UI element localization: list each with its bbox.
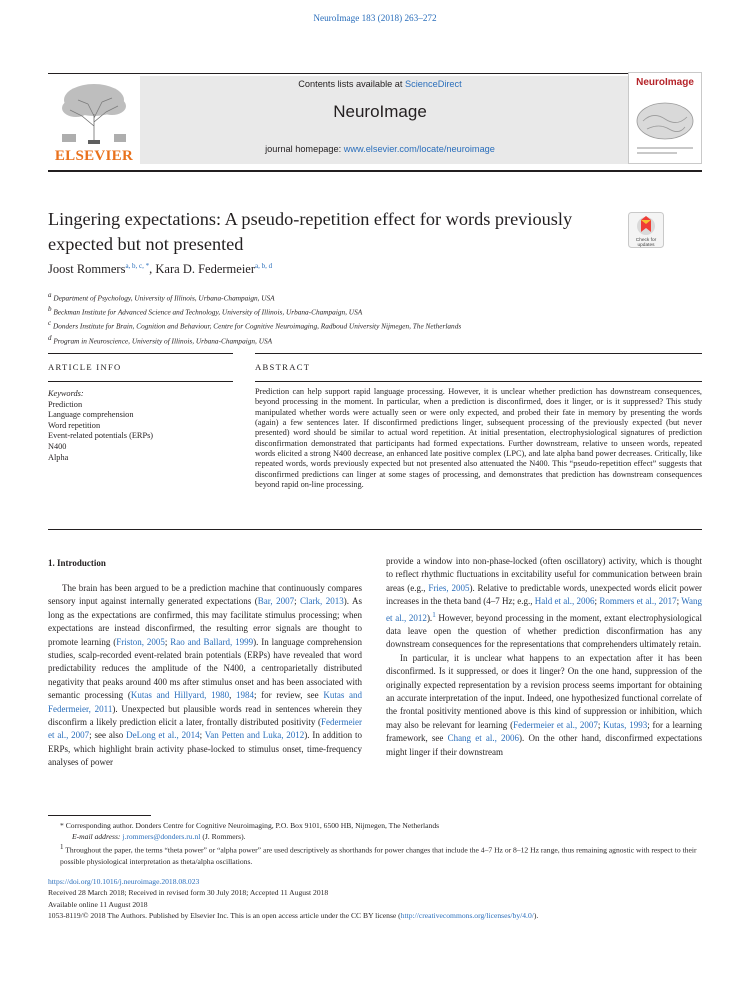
author-affiliation-marks[interactable]: a, b, c, *: [125, 262, 150, 270]
svg-text:Check for: Check for: [635, 238, 657, 243]
body-paragraph: provide a window into non-phase-locked (often oscillatory) activity, which is thought to reflect rhythmic fluctuations in excitability useful for communication between brain areas (e.g., Fries, 2005). Relative to predictable words, unexpected words elicit power increases in the theta band (4–7 Hz; e.g., Hald et al., 2006; Rommers et al., 2017; Wang et al., 2012).$^1$ However, beyond processing in the moment, extant electrophysiological data leave open the question of whether prediction disconfirmation has any downstream consequences for the representations that comprehenders ultimately retain.: [386, 556, 702, 650]
section-heading-introduction: 1. Introduction: [48, 558, 106, 568]
license-prefix: 1053-8119/© 2018 The Authors. Published by Elsevier Inc. This is an open access article under the CC BY license (: [48, 911, 401, 921]
email-suffix: (J. Rommers).: [200, 832, 246, 842]
abstract-rule: [255, 353, 702, 354]
cover-title: NeuroImage: [636, 77, 694, 88]
sciencedirect-link[interactable]: ScienceDirect: [405, 79, 462, 89]
author-separator: ,: [149, 262, 156, 277]
citation-link[interactable]: Chang et al., 2006: [447, 733, 520, 744]
affiliation-text: Beckman Institute for Advanced Science and Technology, University of Illinois, Urbana-Champaign, USA: [53, 307, 363, 317]
footnote-1: [48, 842, 702, 867]
citation-link[interactable]: Federmeier et al., 2007: [48, 717, 362, 741]
body-column-left: [48, 582, 362, 770]
crossmark-badge[interactable]: [628, 212, 664, 248]
keywords-block: [48, 389, 238, 463]
header-bottom-rule: [48, 170, 702, 172]
citation-link[interactable]: Kutas and Hillyard, 1980: [130, 690, 230, 701]
journal-name: NeuroImage: [333, 102, 427, 121]
abstract-heading: ABSTRACT: [255, 362, 311, 372]
elsevier-wordmark: ELSEVIER: [54, 148, 134, 164]
citation-link[interactable]: Rao and Ballard, 1999: [170, 636, 254, 647]
email-label: E-mail address:: [72, 832, 123, 842]
abstract-bottom-rule: [48, 529, 702, 530]
keyword: Word repetition: [48, 420, 101, 430]
article-info-heading: ARTICLE INFO: [48, 362, 122, 372]
article-info-rule: [48, 353, 233, 354]
license-suffix: ).: [533, 911, 539, 921]
license-line: [48, 910, 702, 921]
affiliation-item: [48, 304, 461, 318]
keyword: Language comprehension: [48, 410, 134, 420]
citation-link[interactable]: Federmeier et al., 2007: [513, 719, 598, 730]
footnote-ref[interactable]: 1: [432, 610, 436, 619]
keywords-label: Keywords:: [48, 389, 84, 398]
footnote-text: Throughout the paper, the terms “theta power” or “alpha power” are used descriptively as shorthands for power changes that include the 4–7 Hz or 8–12 Hz range, thus remaining agnostic with respect to their possible physiological interpretation as theta/alpha oscillations.: [60, 845, 697, 867]
footnote-mark: 1: [60, 843, 64, 852]
citation-link[interactable]: Wang et al., 2012: [386, 596, 702, 623]
body-paragraph: The brain has been argued to be a prediction machine that continuously compares sensory input against internally generated expectations (Bar, 2007; Clark, 2013). As long as the expectations are confirmed, this may facilitate stimulus processing; when expectations are instead disconfirmed, the resulting error signals are thought to promote learning (Friston, 2005; Rao and Ballard, 1999). In language comprehension studies, scalp-recorded event-related brain potentials (ERPs) have revealed that word predictability reduces the amplitude of the N400, a centroparietally distributed negativity that peaks around 400 ms after stimulus onset and has been associated with semantic processing (Kutas and Hillyard, 1980, 1984; for review, see Kutas and Federmeier, 2011). Unexpected but plausible words read in sentences wherein they disconfirm a likely prediction elicit a later, frontally distributed positivity (Federmeier et al., 2007; see also DeLong et al., 2014; Van Petten and Luka, 2012). In addition to ERPs, which highlight brain activity phase-locked to stimulus onset, time-frequency analyses of power: [48, 583, 363, 768]
affiliation-text: Program in Neuroscience, University of Illinois, Urbana-Champaign, USA: [53, 336, 273, 346]
received-dates: Received 28 March 2018; Received in revised form 30 July 2018; Accepted 11 August 2018: [48, 888, 329, 898]
header-top-rule: [48, 73, 702, 74]
affiliation-mark: c: [48, 319, 52, 328]
license-link[interactable]: http://creativecommons.org/licenses/by/4.0/: [400, 911, 534, 921]
keyword: N400: [48, 441, 67, 451]
citation-link[interactable]: Hald et al., 2006: [534, 596, 595, 607]
affiliation-mark: b: [48, 305, 52, 314]
affiliation-mark: d: [48, 333, 52, 342]
homepage-link[interactable]: www.elsevier.com/locate/neuroimage: [343, 144, 495, 154]
affiliation-item: [48, 290, 461, 304]
journal-header: [160, 76, 600, 154]
brain-icon: [629, 91, 701, 161]
keyword: Alpha: [48, 452, 69, 462]
citation-link[interactable]: Kutas, 1993: [603, 719, 648, 730]
citation-link[interactable]: Van Petten and Luka, 2012: [204, 730, 305, 741]
abstract-rule-lower: [255, 381, 702, 382]
article-title: [48, 207, 608, 257]
homepage-prefix: journal homepage:: [265, 144, 344, 154]
crossmark-icon: [628, 212, 664, 248]
doi-link[interactable]: https://doi.org/10.1016/j.neuroimage.2018.08.023: [48, 877, 200, 886]
affiliation-mark: a: [48, 291, 52, 299]
body-column-right: [386, 555, 702, 759]
article-title-line: Lingering expectations: A pseudo-repetition effect for words previously: [48, 209, 573, 229]
contents-prefix: Contents lists available at: [298, 79, 406, 89]
footnote-rule: [48, 815, 151, 816]
citation-link[interactable]: Rommers et al., 2017: [599, 596, 677, 607]
elsevier-logo[interactable]: [48, 76, 140, 164]
author-list: [48, 262, 272, 277]
affiliation-text: Donders Institute for Brain, Cognition and Behaviour, Centre for Cognitive Neuroimaging, Radboud University Nijmegen, The Netherlands: [52, 321, 462, 331]
footnote-mark: *: [60, 821, 64, 830]
affiliations: [48, 290, 461, 347]
citation-link[interactable]: Friston, 2005: [116, 636, 165, 647]
available-online: Available online 11 August 2018: [48, 899, 148, 909]
body-paragraph: In particular, it is unclear what happens to an expectation after it has been disconfirmed. Is it suppressed, or does it linger? On the one hand, suppression of the originally expected representation by a revision process seems important for obtaining an accurate interpretation of the input. Indeed, one hypothesized functional correlate of the frontal positivity mentioned above is this kind of suppression or inhibition, which may also be relevant for learning (Federmeier et al., 2007; Kutas, 1993; for a learning framework, see Chang et al., 2006). On the other hand, disconfirmed expectations might linger if their downstream: [386, 652, 702, 757]
svg-text:updates: updates: [637, 243, 655, 248]
keyword: Event-related potentials (ERPs): [48, 431, 154, 441]
elsevier-tree-icon: [48, 76, 140, 148]
citation-link[interactable]: Bar, 2007: [257, 596, 295, 607]
footnote-email: [48, 831, 702, 842]
publication-info: [48, 876, 702, 922]
abstract-text: Prediction can help support rapid language processing. However, it is unclear whether prediction has downstream consequences, beyond processing in the moment. In particular, when a prediction is disconfirmed, does it linger, or is it suppressed? This study manipulated whether words were actually seen or were only expected, and probed their fate in memory by presenting the words (again) a few sentences later. If disconfirmed predictions linger, subsequent processing of the previously expected (but never presented) word should be similar to actual word repetition. At initial presentation, electrophysiological signatures of prediction disconfirmation demonstrated that participants had formed expectations. Further downstream, relative to unseen words, repeated words elicited a strong N400 decrease, an enhanced late positive complex (LPC), and late alpha band power decreases. Critically, like repeated words, words previously expected but not presented also attenuated the N400. This “pseudo-repetition effect” suggests that disconfirmed predictions can linger at some stages of processing, and demonstrates that prediction has downstream consequences beyond rapid on-line processing.: [255, 387, 702, 490]
contents-line: [160, 79, 600, 89]
citation-link[interactable]: 1984: [236, 690, 254, 701]
affiliation-text: Department of Psychology, University of Illinois, Urbana-Champaign, USA: [53, 293, 275, 303]
citation-link[interactable]: DeLong et al., 2014: [126, 730, 200, 741]
journal-citation[interactable]: NeuroImage 183 (2018) 263–272: [313, 13, 437, 23]
citation-link[interactable]: Fries, 2005: [428, 582, 470, 593]
affiliation-item: [48, 318, 461, 332]
footnote-corresponding: [48, 820, 702, 831]
email-link[interactable]: j.rommers@donders.ru.nl: [122, 832, 201, 842]
keyword: Prediction: [48, 399, 83, 409]
homepage-line: [160, 144, 600, 154]
author-name[interactable]: Kara D. Federmeier: [155, 262, 256, 277]
affiliation-item: [48, 333, 461, 347]
author-name[interactable]: Joost Rommers: [48, 262, 126, 277]
article-info-rule-lower: [48, 381, 233, 382]
citation-link[interactable]: Kutas and Federmeier, 2011: [48, 690, 362, 714]
footnotes: [48, 820, 702, 867]
author-affiliation-marks[interactable]: a, b, d: [255, 262, 273, 270]
footnote-text: Corresponding author. Donders Centre for Cognitive Neuroimaging, P.O. Box 9101, 6500 HB, Nijmegen, The Netherlands: [65, 821, 440, 830]
journal-cover-thumbnail[interactable]: [628, 72, 702, 164]
article-title-line: expected but not presented: [48, 234, 244, 254]
citation-link[interactable]: Clark, 2013: [300, 596, 344, 607]
